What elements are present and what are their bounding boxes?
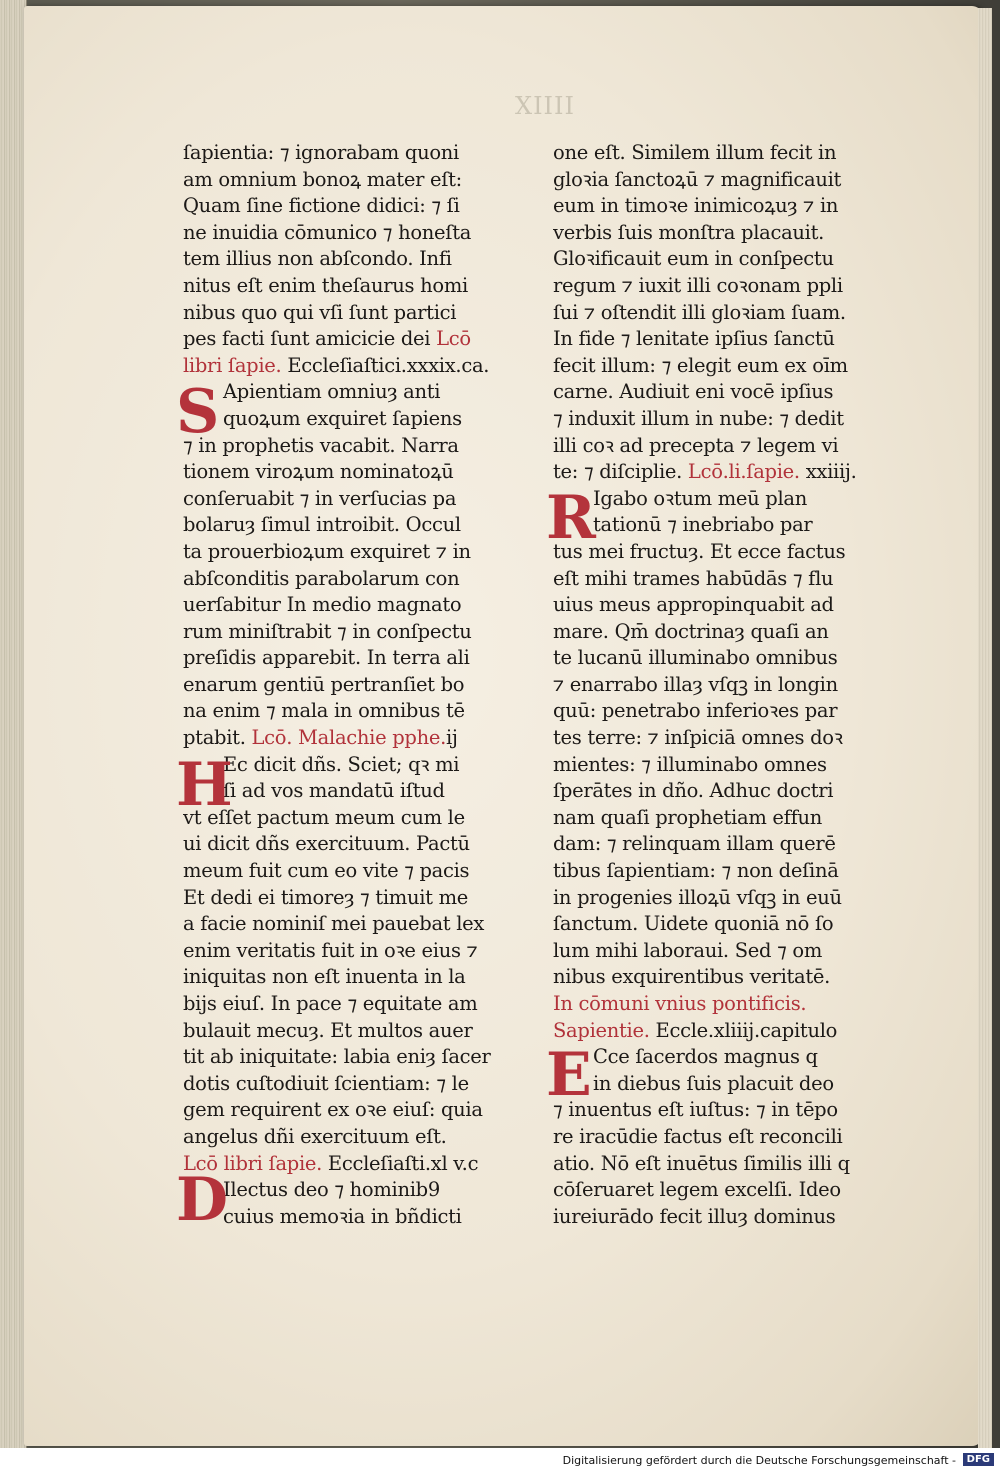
- body-text: in diebus ſuis placuit deo: [593, 1071, 834, 1095]
- text-line: [553, 1151, 898, 1178]
- text-line: [553, 193, 898, 220]
- text-line: [553, 672, 898, 699]
- text-line: [183, 167, 518, 194]
- text-line: [183, 1177, 518, 1204]
- text-line: [553, 1124, 898, 1151]
- body-text: bijs eiuſ. In pace ⁊ equitate am: [183, 992, 478, 1015]
- text-line: [553, 805, 898, 832]
- text-line: [553, 592, 898, 619]
- body-text: tibus ſapientiam: ⁊ non deſinā: [553, 859, 839, 883]
- text-line: [183, 379, 518, 406]
- text-line: [183, 193, 518, 220]
- body-text: dotis cuſtodiuit ſcientiam: ⁊ le: [183, 1071, 469, 1095]
- body-text: ⁊ enarrabo illaȝ vſqꝫ in longin: [553, 672, 838, 696]
- book-page-edges-right: [978, 8, 992, 1448]
- text-line: [183, 645, 518, 672]
- text-line: [553, 964, 898, 991]
- text-line: [183, 619, 518, 646]
- rubric-text: libri ſapie.: [183, 353, 282, 377]
- body-text: bolaruȝ ſimul introibit. Occul: [183, 513, 461, 537]
- body-text: angelus dñi exercituum eſt.: [183, 1124, 447, 1148]
- body-text: iniquitas non eſt inuenta in la: [183, 965, 466, 989]
- text-line: [183, 566, 518, 593]
- body-text: Cce ſacerdos magnus q: [593, 1045, 818, 1069]
- text-line: [183, 300, 518, 327]
- body-text: te: ⁊ diſciplie.: [553, 460, 683, 484]
- text-line: [553, 273, 898, 300]
- text-line: [553, 326, 898, 353]
- text-line: [183, 698, 518, 725]
- rubric-text: Lcō libri ſapie.: [183, 1151, 323, 1175]
- body-text: re iracūdie factus eſt reconcili: [553, 1124, 843, 1148]
- initial-letter-d: D: [176, 1165, 229, 1235]
- body-text: eſt mihi trames habūdās ⁊ flu: [553, 566, 834, 590]
- body-text: te lucanū illuminabo omnibus: [553, 646, 838, 670]
- text-line: [183, 512, 518, 539]
- body-text: in progenies illoꝝū vſqꝫ in euū: [553, 885, 842, 909]
- text-line: [553, 725, 898, 752]
- body-text: ſanctum. Uidete quoniā nō ſo: [553, 912, 834, 936]
- text-line: [553, 353, 898, 380]
- body-text: pes facti ſunt amicicie dei: [183, 327, 431, 351]
- body-text: conſeruabit ⁊ in verſucias pa: [183, 486, 457, 510]
- body-text: meum fuit cum eo vite ⁊ pacis: [183, 859, 470, 883]
- body-text: lum mihi laboraui. Sed ⁊ om: [553, 938, 823, 962]
- body-text: ſi ad vos mandatū iſtud: [223, 779, 445, 803]
- body-text: ta prouerbioꝝum exquiret ⁊ in: [183, 539, 471, 563]
- text-line: [183, 140, 518, 167]
- body-text: nibus quo qui vſi ſunt partici: [183, 300, 457, 324]
- body-text: quū: penetrabo inferioꝛes par: [553, 699, 838, 723]
- body-text: Gloꝛificauit eum in conſpectu: [553, 247, 834, 271]
- body-text: nibus exquirentibus veritatē.: [553, 965, 831, 989]
- initial-letter-h: H: [176, 750, 233, 820]
- text-line: [553, 140, 898, 167]
- body-text: carne. Audiuit eni vocē ipſius: [553, 380, 834, 404]
- text-line: [183, 1124, 518, 1151]
- folio-number: XIIII: [514, 92, 575, 120]
- body-text: tionem viroꝝum nominatoꝝū: [183, 460, 454, 484]
- text-line: [553, 512, 898, 539]
- text-line: [553, 778, 898, 805]
- rubric-text: In cōmuni vnius pontificis.: [553, 992, 807, 1015]
- body-text: uius meus appropinquabit ad: [553, 593, 834, 617]
- text-line: [553, 938, 898, 965]
- body-text: a facie nominiſ mei pauebat lex: [183, 912, 485, 936]
- text-line: [183, 1204, 518, 1231]
- body-text: quoꝝum exquiret ſapiens: [223, 406, 462, 430]
- body-text: ⁊ inuentus eſt iuſtus: ⁊ in tēpo: [553, 1098, 838, 1122]
- body-text: Ec dicit dñs. Sciet; qꝛ mi: [223, 752, 460, 776]
- body-text: Eccleſiaſtici.xxxix.ca.: [281, 353, 490, 377]
- body-text: Eccle.xliiij.capitulo: [649, 1018, 838, 1042]
- text-line: [553, 459, 898, 486]
- body-text: bulauit mecuȝ. Et multos auer: [183, 1018, 473, 1042]
- text-line: [553, 619, 898, 646]
- text-line: [553, 566, 898, 593]
- digitization-footer: [0, 1448, 1000, 1474]
- body-text: atio. Nō eſt inuētus ſimilis illi q: [553, 1151, 850, 1175]
- text-line: [183, 592, 518, 619]
- text-line: [183, 433, 518, 460]
- text-line: [553, 1018, 898, 1045]
- text-line: [183, 964, 518, 991]
- body-text: preſidis apparebit. In terra ali: [183, 646, 470, 670]
- body-text: ⁊ in prophetis vacabit. Narra: [183, 433, 459, 457]
- text-line: [183, 1018, 518, 1045]
- text-line: [553, 885, 898, 912]
- initial-letter-r: R: [546, 483, 596, 553]
- left-text-column: [183, 140, 518, 1230]
- text-line: [183, 938, 518, 965]
- text-line: [553, 831, 898, 858]
- text-line: [183, 326, 518, 353]
- rubric-text: Lcō.li.ſapie.: [682, 460, 800, 484]
- rubric-text: Lcō: [430, 327, 471, 351]
- body-text: eum in timoꝛe inimicoꝝuȝ ⁊ in: [553, 194, 839, 218]
- text-line: [183, 672, 518, 699]
- initial-letter-e: E: [546, 1040, 592, 1110]
- text-line: [183, 911, 518, 938]
- body-text: cōſeruaret legem excelſi. Ideo: [553, 1178, 841, 1202]
- body-text: ⁊ induxit illum in nube: ⁊ dedit: [553, 406, 844, 430]
- text-line: [183, 459, 518, 486]
- text-line: [553, 300, 898, 327]
- text-line: [183, 778, 518, 805]
- body-text: tus mei fructuȝ. Et ecce factus: [553, 539, 846, 563]
- text-line: [553, 379, 898, 406]
- body-text: Apientiam omniuȝ anti: [223, 380, 441, 404]
- body-text: vt eſſet pactum meum cum le: [183, 805, 465, 829]
- text-line: [553, 433, 898, 460]
- text-line: [183, 725, 518, 752]
- body-text: Igabo oꝛtum meū plan: [593, 486, 807, 510]
- body-text: rum miniſtrabit ⁊ in conſpectu: [183, 619, 472, 643]
- body-text: ij: [446, 726, 458, 750]
- body-text: verbis ſuis monſtra placauit.: [553, 220, 825, 244]
- text-line: [553, 991, 898, 1018]
- dfg-logo: DFG: [963, 1453, 994, 1466]
- body-text: am omnium bonoꝝ mater eſt:: [183, 167, 462, 191]
- body-text: tem illius non abſcondo. Infi: [183, 247, 452, 271]
- body-text: ſperātes in dño. Adhuc doctri: [553, 779, 834, 803]
- body-text: enarum gentiū pertranſiet bo: [183, 672, 465, 696]
- text-line: [553, 858, 898, 885]
- text-line: [553, 1044, 898, 1071]
- body-text: nam quaſi prophetiam effun: [553, 805, 822, 829]
- body-text: mientes: ⁊ illuminabo omnes: [553, 752, 827, 776]
- body-text: xxiiij.: [799, 460, 857, 484]
- text-line: [183, 991, 518, 1018]
- body-text: fecit illum: ⁊ elegit eum ex oīm: [553, 353, 848, 377]
- text-line: [553, 1204, 898, 1231]
- text-line: [183, 246, 518, 273]
- text-line: [553, 1097, 898, 1124]
- right-text-column: [553, 140, 898, 1230]
- initial-letter-s: S: [176, 377, 220, 447]
- body-text: ſui ⁊ oſtendit illi gloꝛiam ſuam.: [553, 300, 846, 324]
- text-line: [183, 1044, 518, 1071]
- body-text: Ilectus deo ⁊ hominib9: [223, 1178, 440, 1202]
- text-line: [553, 406, 898, 433]
- body-text: ne inuidia cōmunico ⁊ honeſta: [183, 220, 472, 244]
- body-text: gloꝛia ſanctoꝝū ⁊ magnificauit: [553, 167, 842, 191]
- text-line: [183, 752, 518, 779]
- text-line: [553, 752, 898, 779]
- body-text: na enim ⁊ mala in omnibus tē: [183, 699, 465, 723]
- body-text: mare. Qm̄ doctrinaȝ quaſi an: [553, 619, 829, 643]
- text-line: [553, 1071, 898, 1098]
- body-text: Quam ſine fictione didici: ⁊ ſi: [183, 194, 460, 218]
- body-text: In fide ⁊ lenitate ipſius ſanctū: [553, 327, 835, 351]
- body-text: tit ab iniquitate: labia eniȝ ſacer: [183, 1045, 491, 1069]
- body-text: iureiurādo fecit illuȝ dominus: [553, 1204, 836, 1228]
- text-line: [553, 220, 898, 247]
- text-line: [553, 246, 898, 273]
- text-line: [183, 220, 518, 247]
- text-line: [553, 167, 898, 194]
- rubric-text: Lcō. Malachie pphe.: [245, 726, 446, 750]
- body-text: ptabit.: [183, 726, 246, 750]
- text-line: [183, 805, 518, 832]
- body-text: tationū ⁊ inebriabo par: [593, 513, 813, 537]
- text-line: [553, 1177, 898, 1204]
- text-line: [553, 539, 898, 566]
- text-line: [553, 911, 898, 938]
- text-line: [183, 486, 518, 513]
- body-text: dam: ⁊ relinquam illam querē: [553, 832, 836, 856]
- text-line: [183, 406, 518, 433]
- text-line: [183, 858, 518, 885]
- text-line: [183, 353, 518, 380]
- body-text: Et dedi ei timoreȝ ⁊ timuit me: [183, 885, 469, 909]
- text-line: [553, 698, 898, 725]
- body-text: illi coꝛ ad precepta ⁊ legem vi: [553, 433, 839, 457]
- rubric-text: Sapientie.: [553, 1018, 650, 1042]
- text-line: [183, 831, 518, 858]
- body-text: ui dicit dñs exercituum. Pactū: [183, 832, 470, 856]
- body-text: cuius memoꝛia in bñdicti: [223, 1204, 462, 1228]
- body-text: Eccleſiaſti.xl v.c: [322, 1151, 479, 1175]
- body-text: regum ⁊ iuxit illi coꝛonam ppli: [553, 273, 843, 297]
- text-line: [553, 486, 898, 513]
- body-text: ſapientia: ⁊ ignorabam quoni: [183, 141, 459, 164]
- text-line: [183, 1097, 518, 1124]
- body-text: tes terre: ⁊ inſpiciā omnes doꝛ: [553, 726, 843, 750]
- body-text: abſconditis parabolarum con: [183, 566, 460, 590]
- body-text: one eſt. Similem illum fecit in: [553, 141, 837, 164]
- body-text: gem requirent ex oꝛe eiuſ: quia: [183, 1098, 483, 1122]
- book-page-edges-left: [0, 0, 27, 1450]
- text-line: [183, 1151, 518, 1178]
- text-line: [183, 273, 518, 300]
- text-line: [183, 885, 518, 912]
- body-text: nitus eſt enim theſaurus homi: [183, 273, 468, 297]
- footer-credit-text: Digitalisierung gefördert durch die Deutsche Forschungsgemeinschaft -: [562, 1454, 956, 1467]
- body-text: uerſabitur In medio magnato: [183, 593, 462, 617]
- text-line: [183, 1071, 518, 1098]
- body-text: enim veritatis fuit in oꝛe eius ⁊: [183, 938, 478, 962]
- text-line: [183, 539, 518, 566]
- text-line: [553, 645, 898, 672]
